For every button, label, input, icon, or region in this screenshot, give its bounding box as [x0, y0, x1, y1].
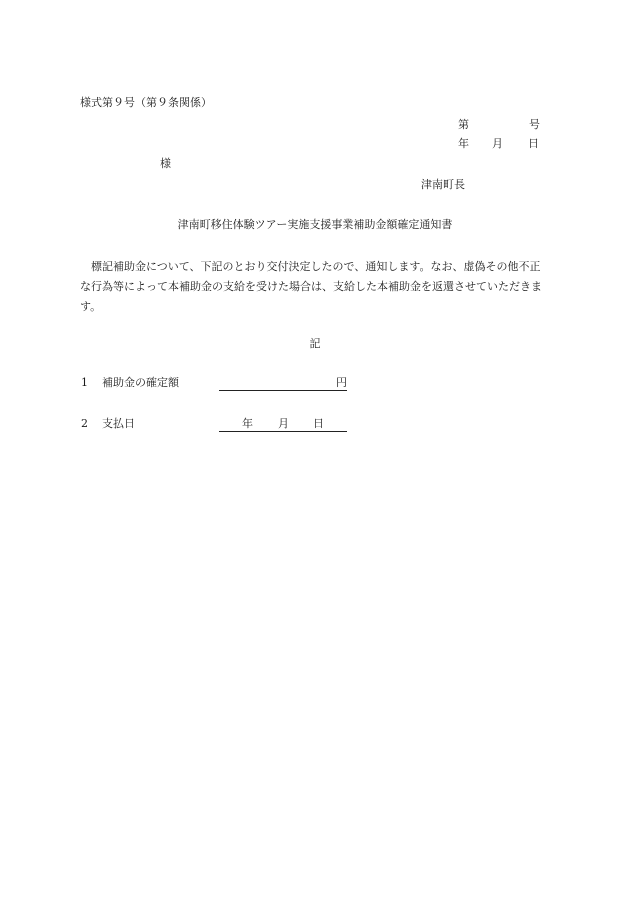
body-paragraph: 標記補助金について、下記のとおり交付決定したので、通知します。なお、虚偽その他不正な行為等によって本補助金の支給を受けた場合は、支給した本補助金を返還させていただきます。 [80, 260, 542, 313]
item-label-amount: 補助金の確定額 [102, 376, 179, 389]
document-title: 津南町移住体験ツアー実施支援事業補助金額確定通知書 [177, 218, 453, 231]
recipient-honorific: 様 [160, 157, 171, 170]
confirmed-amount-field[interactable] [219, 376, 347, 391]
yen-unit-label: 円 [336, 376, 347, 389]
item-number: 1 [81, 376, 88, 389]
date-day-label: 日 [528, 137, 539, 150]
item-number: 2 [81, 417, 88, 430]
ki-heading: 記 [309, 337, 321, 350]
form-number: 様式第９号（第９条関係） [80, 96, 212, 109]
payment-date-field[interactable] [219, 417, 347, 432]
document-number-prefix: 第 [458, 118, 469, 131]
payment-year-label: 年 [242, 417, 253, 430]
item-label-payment-date: 支払日 [102, 417, 135, 430]
payment-month-label: 月 [278, 417, 289, 430]
payment-day-label: 日 [313, 417, 324, 430]
issuer-name: 津南町長 [421, 178, 465, 191]
date-year-label: 年 [458, 137, 469, 150]
date-month-label: 月 [492, 137, 503, 150]
document-number-suffix: 号 [529, 118, 540, 131]
